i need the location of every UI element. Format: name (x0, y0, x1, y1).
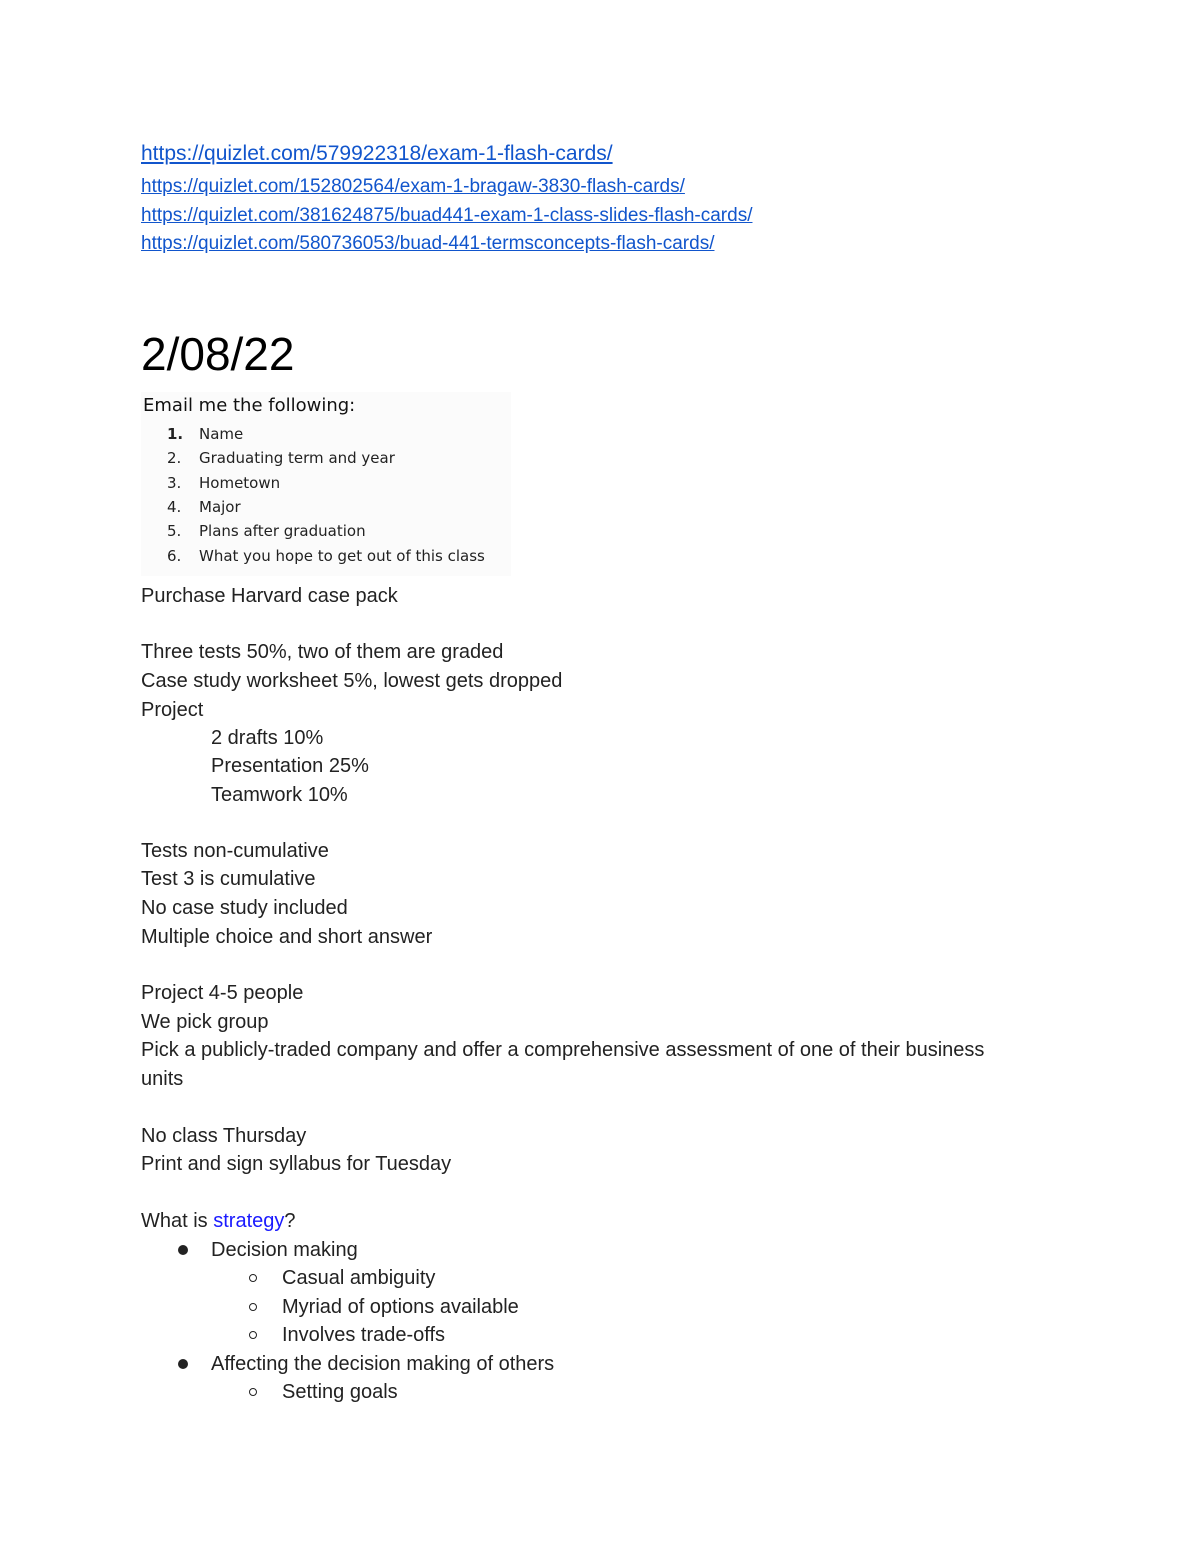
bullet-icon (178, 1359, 188, 1369)
email-item-text: What you hope to get out of this class (199, 547, 485, 565)
email-item-text: Graduating term and year (199, 449, 395, 467)
email-item-text: Hometown (199, 474, 281, 492)
strategy-sub-bullet: Myriad of options available (282, 1296, 519, 1318)
email-item-number: 2. (167, 449, 182, 467)
quizlet-link-1[interactable]: https://quizlet.com/579922318/exam-1-flash-cards/ (141, 142, 613, 165)
project-grade-item: Presentation 25% (211, 755, 369, 777)
tests-line: Test 3 is cumulative (141, 868, 316, 890)
email-item-number: 5. (167, 522, 182, 540)
tests-line: Tests non-cumulative (141, 840, 329, 862)
email-item-number: 4. (167, 498, 182, 516)
purchase-note: Purchase Harvard case pack (141, 585, 398, 607)
strategy-sub-bullet: Casual ambiguity (282, 1267, 436, 1289)
hollow-bullet-icon (249, 1274, 257, 1282)
email-instructions-image (141, 392, 511, 576)
hollow-bullet-icon (249, 1331, 257, 1339)
strategy-prefix: What is (141, 1210, 214, 1232)
quizlet-link-3[interactable]: https://quizlet.com/381624875/buad441-exam-1-class-slides-flash-cards/ (141, 205, 753, 226)
bullet-icon (178, 1245, 188, 1255)
email-item-number: 1. (167, 425, 184, 443)
project-line: units (141, 1068, 184, 1090)
tests-line: No case study included (141, 897, 348, 919)
email-item-text: Major (199, 498, 241, 516)
grading-line: Case study worksheet 5%, lowest gets dropped (141, 670, 563, 692)
tests-line: Multiple choice and short answer (141, 926, 433, 948)
hollow-bullet-icon (249, 1388, 257, 1396)
strategy-term: strategy (213, 1210, 285, 1232)
project-line: Project 4-5 people (141, 982, 304, 1004)
strategy-bullet: Decision making (211, 1239, 358, 1261)
project-line: Pick a publicly-traded company and offer a comprehensive assessment of one of their business (141, 1039, 985, 1061)
project-line: We pick group (141, 1011, 269, 1033)
quizlet-link-4[interactable]: https://quizlet.com/580736053/buad-441-termsconcepts-flash-cards/ (141, 233, 715, 254)
grading-line: Project (141, 699, 204, 721)
email-item-number: 6. (167, 547, 182, 565)
grading-line: Three tests 50%, two of them are graded (141, 641, 504, 663)
hollow-bullet-icon (249, 1303, 257, 1311)
quizlet-link-2[interactable]: https://quizlet.com/152802564/exam-1-bragaw-3830-flash-cards/ (141, 176, 685, 197)
project-grade-item: Teamwork 10% (211, 784, 348, 806)
email-item-number: 3. (167, 474, 182, 492)
misc-line: No class Thursday (141, 1125, 307, 1147)
strategy-bullet: Affecting the decision making of others (211, 1353, 555, 1375)
misc-line: Print and sign syllabus for Tuesday (141, 1153, 452, 1175)
date-heading: 2/08/22 (141, 328, 295, 380)
email-image-title: Email me the following: (143, 395, 356, 416)
project-grade-item: 2 drafts 10% (211, 727, 324, 749)
strategy-sub-bullet: Involves trade-offs (282, 1324, 446, 1346)
strategy-sub-bullet: Setting goals (282, 1381, 398, 1403)
strategy-question (141, 1208, 296, 1234)
email-item-text: Name (199, 425, 244, 443)
email-item-text: Plans after graduation (199, 522, 366, 540)
strategy-suffix: ? (284, 1210, 296, 1232)
